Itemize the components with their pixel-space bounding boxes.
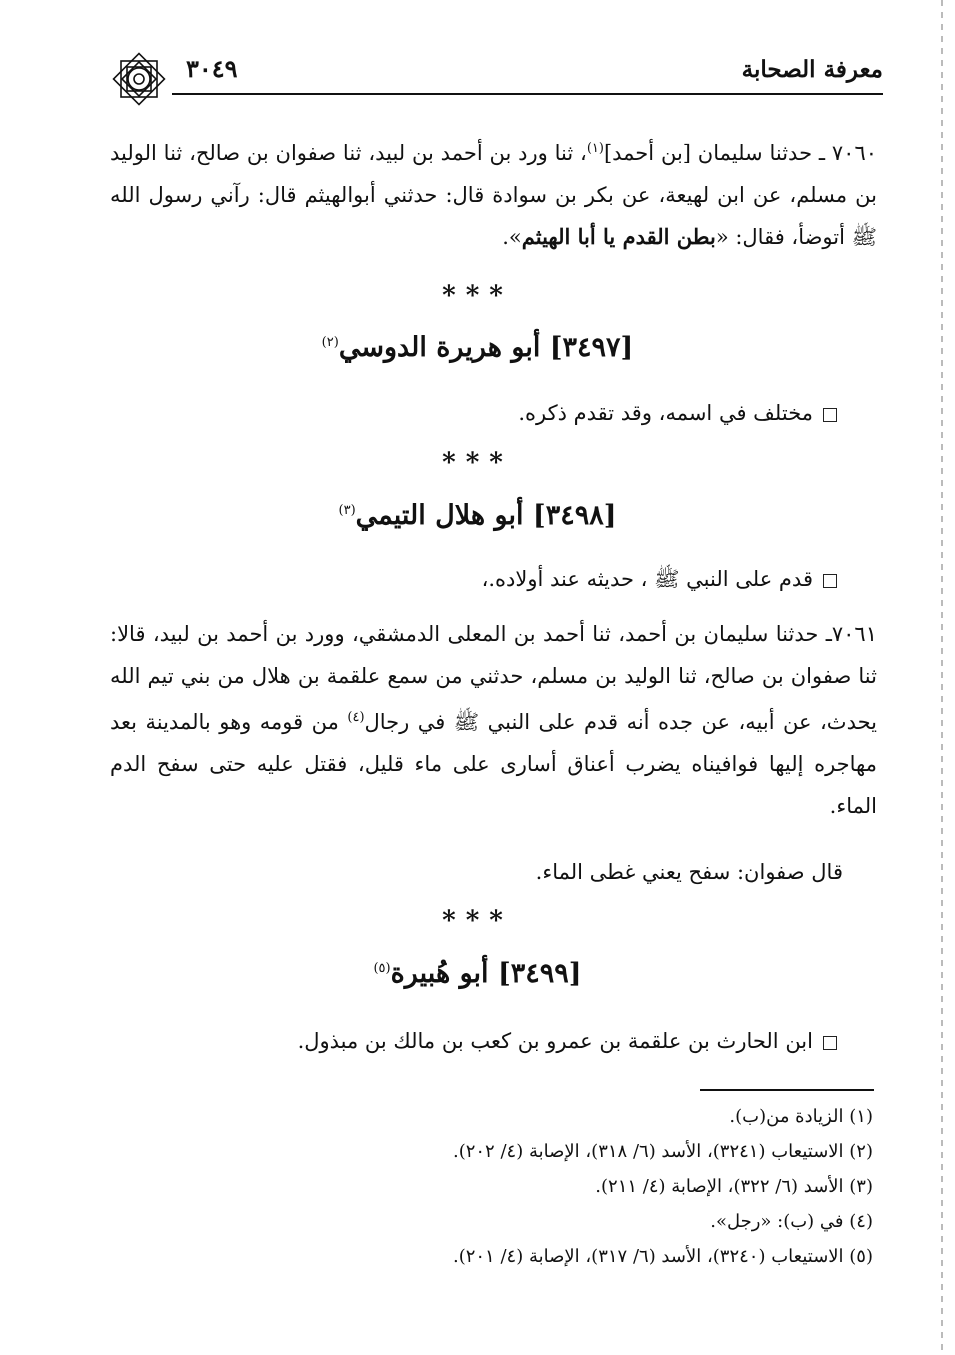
footnote-5: (٥) الاستيعاب (٣٢٤٠)، الأسد (٦/ ٣١٧)، الإصابة (٤/ ٢٠١). <box>452 1246 873 1267</box>
header-rule <box>172 93 883 95</box>
page-number: ٣٠٤٩ <box>186 54 238 83</box>
prophetic-saying: بطن القدم يا أبا الهيثم <box>521 224 716 249</box>
entry-heading-3497: [٣٤٩٧] أبو هريرة الدوسي$^{(٢)}$ <box>321 332 634 363</box>
footnote-ref: (٢) <box>321 335 339 350</box>
footnote-rule <box>700 1089 874 1091</box>
footnote-ref: (٣) <box>338 503 356 518</box>
entry-note-3497: مختلف في اسمه، وقد تقدم ذكره. <box>110 392 837 434</box>
ornament-icon <box>108 48 170 110</box>
section-separator: *** <box>442 906 513 936</box>
entry-heading-3498: [٣٤٩٨] أبو هلال التيمي$^{(٣)}$ <box>338 500 617 531</box>
entry-heading-3499: [٣٤٩٩] أبو هُبيرة$^{(٥)}$ <box>373 958 582 989</box>
section-separator: *** <box>442 281 513 311</box>
footnote-ref: (٥) <box>373 961 391 976</box>
footnote-3: (٣) الأسد (٦/ ٣٢٢)، الإصابة (٤/ ٢١١). <box>595 1176 873 1197</box>
footnote-ref: (٤) <box>347 710 365 725</box>
section-separator: *** <box>442 448 513 478</box>
hadith-number: ٧٠٦٠ <box>831 141 878 165</box>
running-title: معرفة الصحابة <box>741 56 883 83</box>
hadith-7061: ٧٠٦١ـ حدثنا سليمان بن أحمد، ثنا أحمد بن المعلى الدمشقي، وورد بن أحمد بن لبيد، قالا: ثنا صفوان بن صالح، ثنا الوليد بن مسلم، حدثني من سمع علقمة بن هلال من بني تيم الله يحدث، عن أبيه، عن جده أنه قدم على النبي ﷺ في رجال$^{(٤)}$ من قومه وهو بالمدينة بعد مهاجره إليها فوافيناه يضرب أعناق أسارى على ماء قليل، فقتل عليه حتى سفح الدم الماء. <box>110 622 877 818</box>
entry-note-3499: ابن الحارث بن علقمة بن عمرو بن كعب بن مالك بن مبذول. <box>110 1020 837 1062</box>
footnote-4: (٤) في (ب): «رجل». <box>710 1211 873 1232</box>
page-edge <box>941 0 943 1355</box>
square-bullet-icon <box>823 408 837 422</box>
footnote-2: (٢) الاستيعاب (٣٢٤١)، الأسد (٦/ ٣١٨)، الإصابة (٤/ ٢٠٢). <box>452 1141 873 1162</box>
square-bullet-icon <box>823 1036 837 1050</box>
safwan-comment: قال صفوان: سفح يعني غطى الماء. <box>535 860 843 884</box>
page-header <box>108 48 883 108</box>
entry-note-3498: قدم على النبي ﷺ ، حديثه عند أولاده.، <box>110 558 837 600</box>
footnote-ref: (١) <box>586 141 604 156</box>
square-bullet-icon <box>823 574 837 588</box>
hadith-7060: ٧٠٦٠ ـ حدثنا سليمان [بن أحمد]$^{(١)}$، ثنا ورد بن أحمد بن لبيد، ثنا صفوان بن صالح، ثنا الوليد بن مسلم، عن ابن لهيعة، عن بكر بن سوادة قال: حدثني أبوالهيثم قال: رآني رسول الله ﷺ أتوضأ، فقال: «بطن القدم يا أبا الهيثم». <box>110 141 878 249</box>
footnote-1: (١) الزيادة من(ب). <box>729 1106 873 1127</box>
